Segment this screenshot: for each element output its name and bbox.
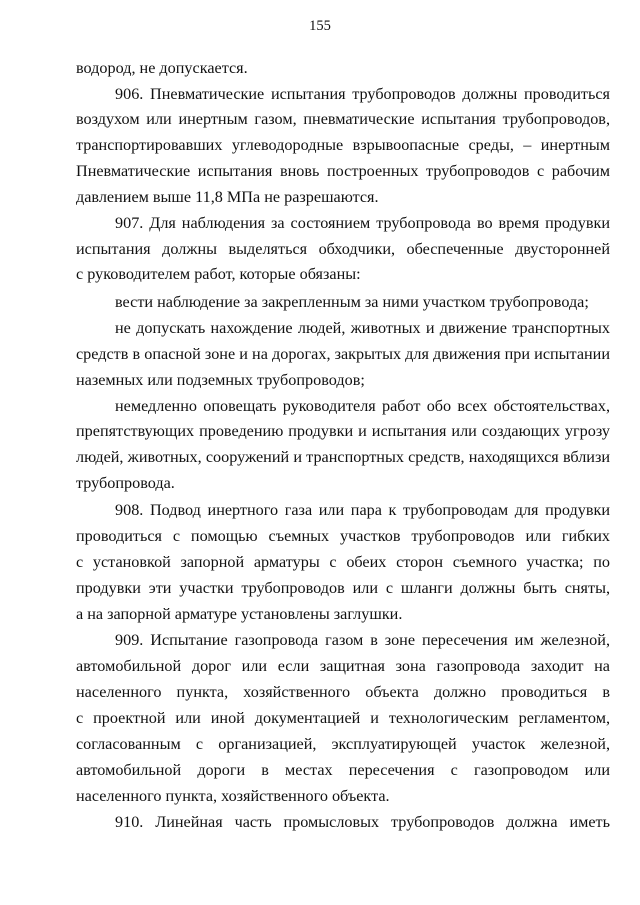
text-line: 908. Подвод инертного газа или пара к трубопроводам для продувки [115,501,610,519]
text-line: людей, животных, сооружений и транспортных средств, находящихся вблизи [76,448,610,466]
page-number: 155 [309,18,331,34]
text-line: Пневматические испытания вновь построенных трубопроводов с рабочим [76,162,610,180]
text-line: продувки эти участки трубопроводов или с шланги должны быть сняты, [76,579,610,597]
text-line: населенного пункта, хозяйственного объекта должно проводиться в [76,683,610,701]
text-line: трубопровода. [76,474,175,492]
text-line: проводиться с помощью съемных участков трубопроводов или гибких [76,527,610,545]
text-line: средств в опасной зоне и на дорогах, закрытых для движения при испытании [76,345,610,363]
text-line: водород, не допускается. [76,59,248,77]
text-line: а на запорной арматуре установлены заглушки. [76,605,403,623]
text-line: препятствующих проведению продувки и испытания или создающих угрозу [76,422,610,440]
text-line: с установкой запорной арматуры с обеих сторон съемного участка; по [76,553,610,571]
text-line: с проектной или иной документацией и технологическим регламентом, [76,709,610,727]
text-line: автомобильной дороги в местах пересечения с газопроводом или [76,761,610,779]
text-line: населенного пункта, хозяйственного объекта. [76,787,390,805]
text-line: 909. Испытание газопровода газом в зоне пересечения им железной, [115,631,610,649]
text-line: вести наблюдение за закрепленным за ними участком трубопровода; [115,293,589,311]
text-line: воздухом или инертным газом, пневматические испытания трубопроводов, [76,110,610,128]
text-line: наземных или подземных трубопроводов; [76,371,365,389]
text-line: 907. Для наблюдения за состоянием трубопровода во время продувки [115,214,610,232]
text-line: 906. Пневматические испытания трубопроводов должны проводиться [115,85,610,103]
text-line: не допускать нахождение людей, животных и движение транспортных [115,319,610,337]
text-line: автомобильной дорог или если защитная зона газопровода заходит на [76,657,610,675]
text-line: согласованным с организацией, эксплуатирующей участок железной, [76,735,610,753]
text-line: испытания должны выделяться обходчики, обеспеченные двусторонней [76,240,610,258]
text-line: давлением выше 11,8 МПа не разрешаются. [76,188,379,206]
text-line: с руководителем работ, которые обязаны: [76,265,361,283]
text-line: немедленно оповещать руководителя работ обо всех обстоятельствах, [115,397,610,415]
text-line: транспортировавших углеводородные взрывоопасные среды, – инертным [76,136,610,154]
text-line: 910. Линейная часть промысловых трубопроводов должна иметь [115,813,610,831]
